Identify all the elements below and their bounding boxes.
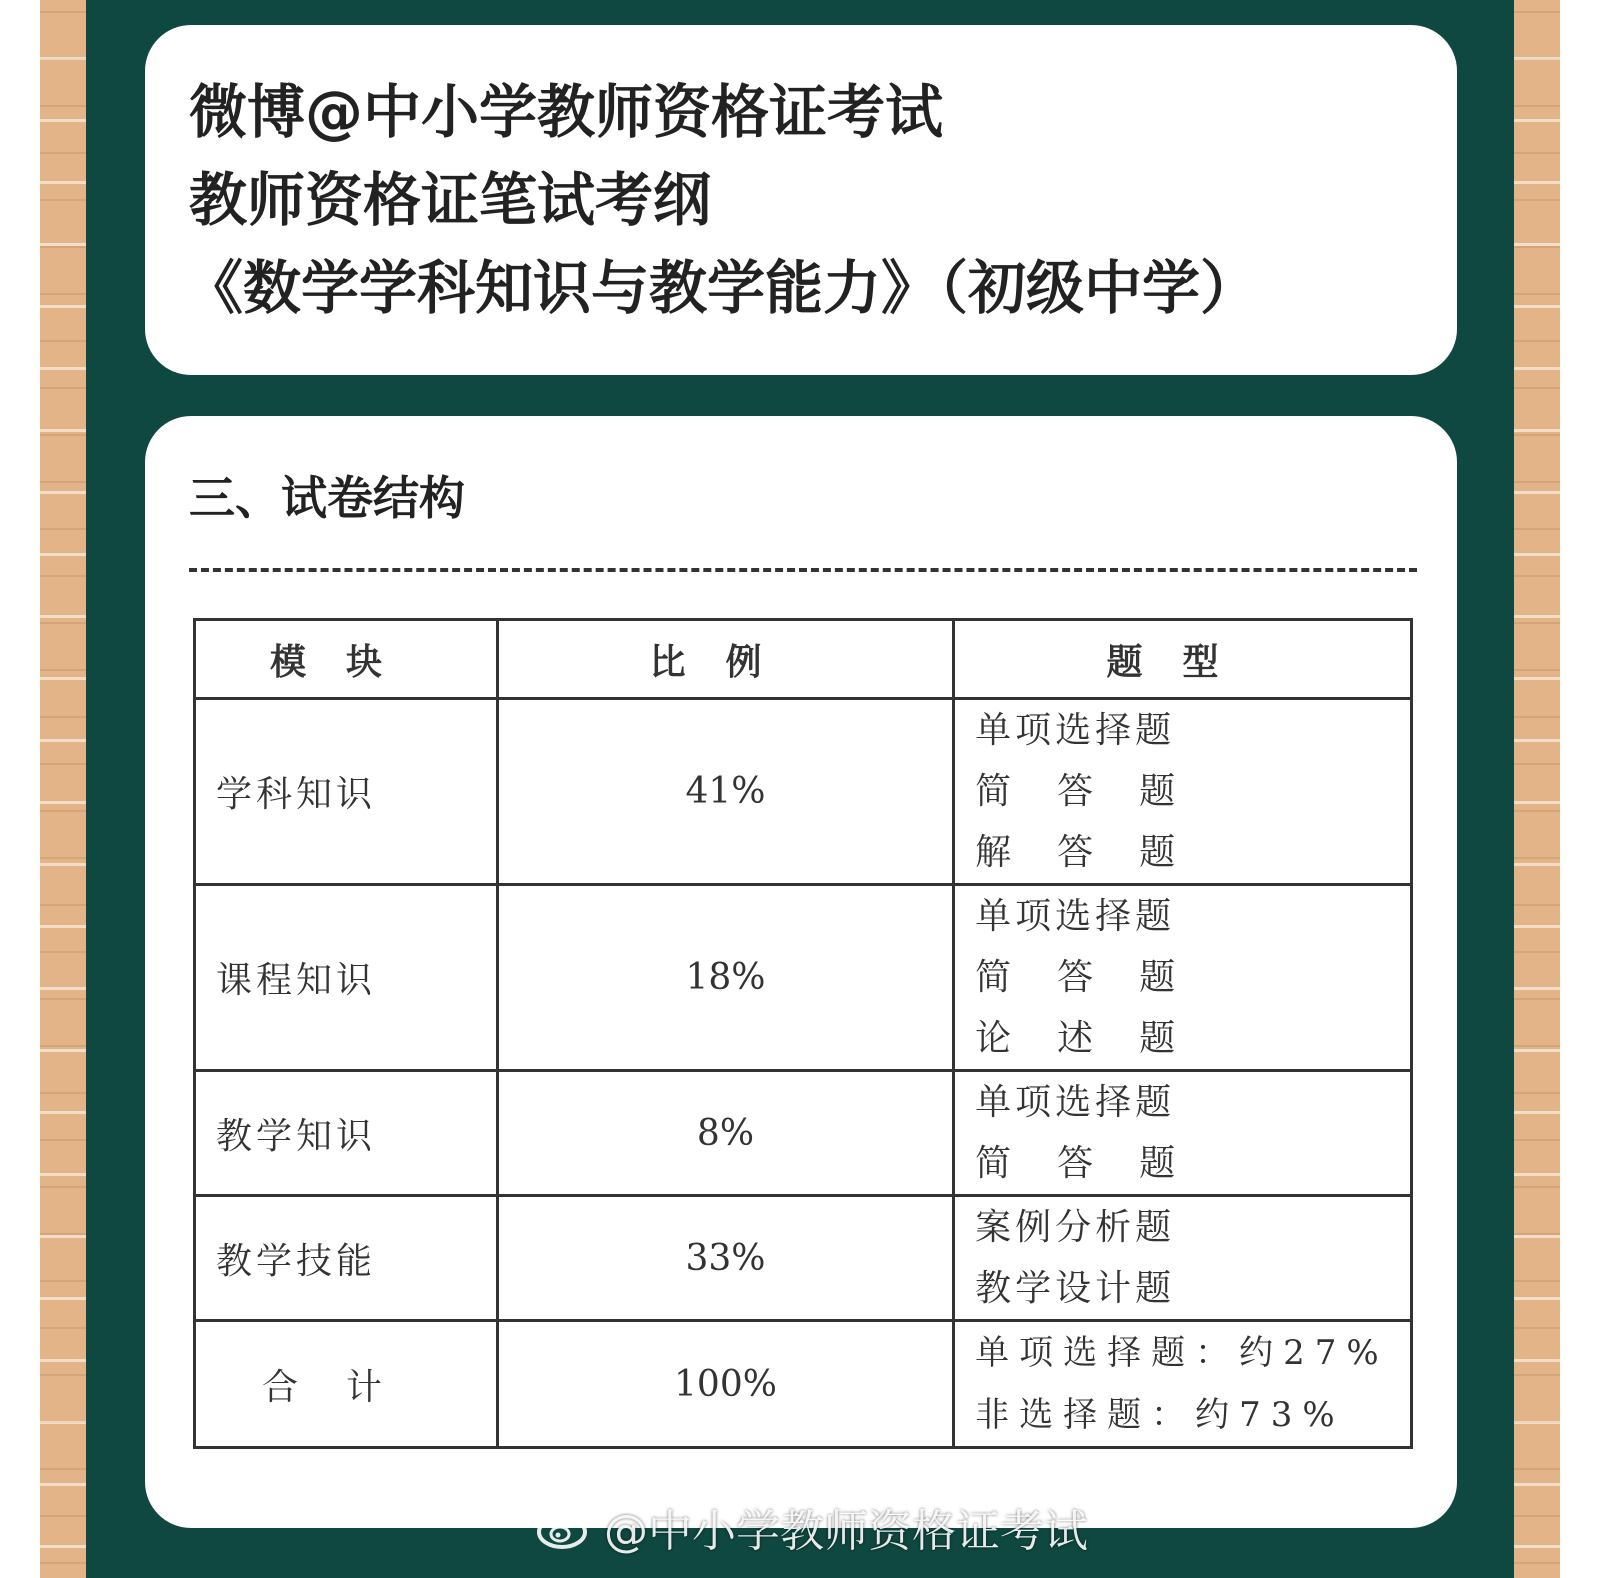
wood-border-right	[1514, 0, 1560, 1578]
title-card	[145, 25, 1457, 375]
weibo-watermark	[536, 1492, 1088, 1562]
total-label: 合计	[195, 1321, 498, 1448]
type-item: 案例分析题	[975, 1207, 1176, 1248]
exam-structure-table	[193, 618, 1413, 1449]
type-cell	[954, 1196, 1412, 1321]
type-item: 单项选择题	[975, 710, 1176, 751]
type-item: 简答题	[975, 1143, 1222, 1184]
ratio-cell: 18%	[497, 885, 953, 1071]
header-ratio: 比例	[497, 620, 953, 699]
ratio-cell: 41%	[497, 699, 953, 885]
ratio-cell: 8%	[497, 1071, 953, 1196]
summary-item: 非选择题：约73%	[975, 1395, 1345, 1435]
module-cell: 学科知识	[195, 699, 498, 885]
table-row	[195, 1196, 1412, 1321]
total-ratio: 100%	[497, 1321, 953, 1448]
module-cell: 教学知识	[195, 1071, 498, 1196]
content-card	[145, 416, 1457, 1528]
type-item: 单项选择题	[975, 896, 1176, 937]
title-line-outline: 教师资格证笔试考纲	[189, 166, 712, 234]
weibo-icon	[536, 1504, 594, 1550]
wood-border-left	[40, 0, 86, 1578]
summary-item: 单项选择题：约27%	[975, 1333, 1389, 1373]
table-row	[195, 1071, 1412, 1196]
watermark-text: @中小学教师资格证考试	[604, 1506, 1088, 1557]
type-item: 教学设计题	[975, 1268, 1176, 1309]
header-type: 题型	[954, 620, 1412, 699]
type-item: 简答题	[975, 771, 1222, 812]
type-item: 解答题	[975, 832, 1222, 873]
table-row	[195, 885, 1412, 1071]
table-row	[195, 699, 1412, 885]
type-cell	[954, 699, 1412, 885]
type-cell	[954, 885, 1412, 1071]
type-item: 简答题	[975, 957, 1222, 998]
type-item: 论述题	[975, 1018, 1222, 1059]
total-summary-cell	[954, 1321, 1412, 1448]
type-item: 单项选择题	[975, 1082, 1176, 1123]
section-heading: 三、试卷结构	[189, 471, 465, 525]
title-line-subject: 《数学学科知识与教学能力》（初级中学）	[185, 254, 1259, 322]
ratio-cell: 33%	[497, 1196, 953, 1321]
title-line-weibo: 微博@中小学教师资格证考试	[189, 78, 944, 146]
table-header-row	[195, 620, 1412, 699]
dashed-divider	[189, 568, 1417, 572]
type-cell	[954, 1071, 1412, 1196]
module-cell: 教学技能	[195, 1196, 498, 1321]
header-module: 模块	[195, 620, 498, 699]
module-cell: 课程知识	[195, 885, 498, 1071]
table-total-row	[195, 1321, 1412, 1448]
